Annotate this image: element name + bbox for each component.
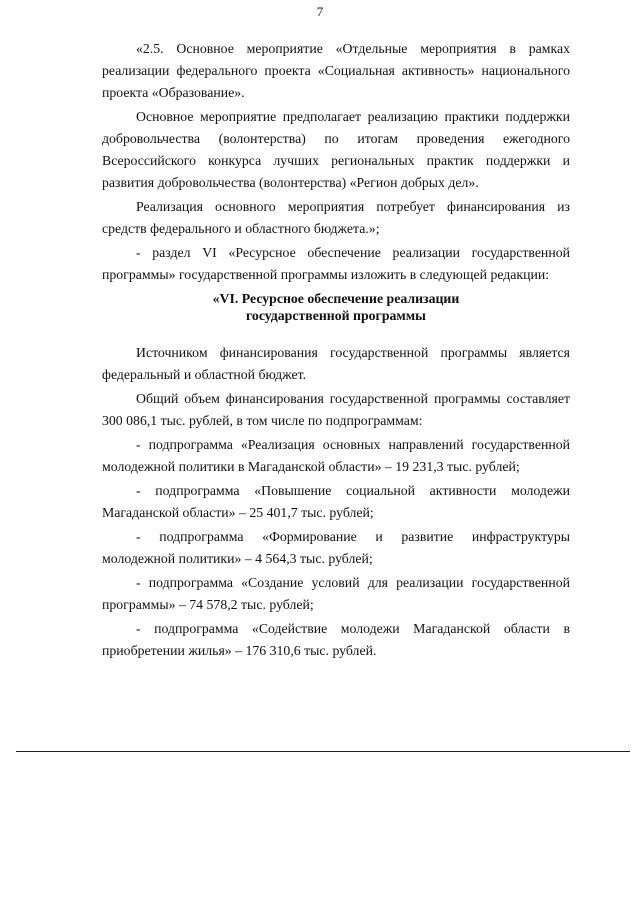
subprogram-item: - подпрограмма «Содействие молодежи Магаданской области в приобретении жилья» – 176 310,6 тыс. рублей. (102, 621, 570, 658)
paragraph-funding-source: Источником финансирования государственной программы является федеральный и областной бюджет. (102, 345, 570, 382)
subprogram-item: - подпрограмма «Формирование и развитие инфраструктуры молодежной политики» – 4 564,3 тыс. рублей; (102, 529, 570, 566)
subprogram-item: - подпрограмма «Реализация основных направлений государственной молодежной политики в Магаданской области» – 19 231,3 тыс. рублей; (102, 437, 570, 474)
section-heading-line-1: «VI. Ресурсное обеспечение реализации (212, 291, 460, 306)
horizontal-rule (16, 751, 630, 752)
page-number: 7 (316, 4, 324, 19)
subprogram-item: - подпрограмма «Повышение социальной активности молодежи Магаданской области» – 25 401,7 тыс. рублей; (102, 483, 570, 520)
section-heading (102, 290, 570, 324)
paragraph-section-vi-instruction: - раздел VI «Ресурсное обеспечение реализации государственной программы» государственной программы изложить в следующей редакции: (102, 245, 570, 282)
subprogram-item: - подпрограмма «Создание условий для реализации государственной программы» – 74 578,2 тыс. рублей; (102, 575, 570, 612)
paragraph-total-funding: Общий объем финансирования государственной программы составляет 300 086,1 тыс. рублей, в том числе по подпрограммам: (102, 391, 570, 428)
paragraph-event-2-5: «2.5. Основное мероприятие «Отдельные мероприятия в рамках реализации федерального проекта «Социальная активность» национального проекта «Образование». (102, 41, 570, 100)
paragraph-event-description: Основное мероприятие предполагает реализацию практики поддержки добровольчества (волонтерства) по итогам проведения ежегодного Всероссийского конкурса лучших региональных практик поддержки и развития добровольчества (волонтерства) «Регион добрых дел». (102, 109, 570, 190)
paragraph-financing-note: Реализация основного мероприятия потребует финансирования из средств федерального и областного бюджета.»; (102, 199, 570, 236)
document-body (102, 38, 570, 664)
section-heading-line-2: государственной программы (246, 308, 426, 323)
